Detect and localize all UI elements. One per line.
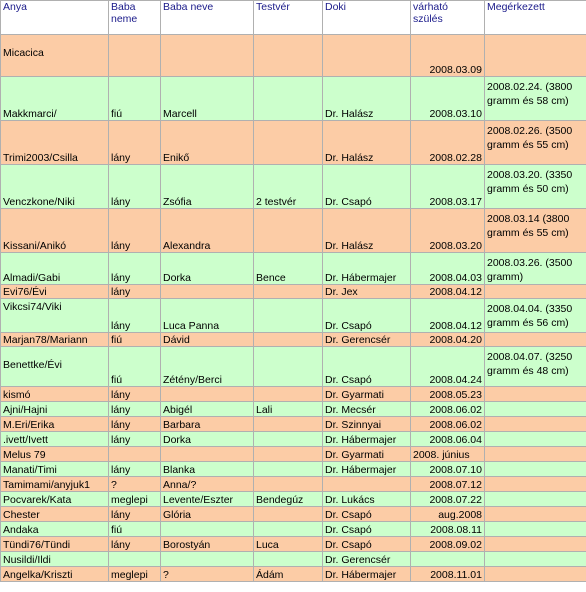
cell-mother[interactable]: M.Eri/Erika <box>1 417 109 432</box>
cell-doctor[interactable]: Dr. Csapó <box>323 347 411 387</box>
cell-due-date[interactable]: 2008.04.03 <box>411 253 485 285</box>
cell-gender[interactable] <box>109 447 161 462</box>
cell-baby-name[interactable] <box>161 447 254 462</box>
cell-due-date[interactable]: 2008.04.20 <box>411 333 485 347</box>
cell-mother[interactable]: kismó <box>1 387 109 402</box>
cell-arrived[interactable] <box>485 432 586 447</box>
cell-mother[interactable]: .ivett/Ivett <box>1 432 109 447</box>
header-doctor[interactable]: Doki <box>323 1 411 35</box>
cell-doctor[interactable]: Dr. Hábermajer <box>323 253 411 285</box>
cell-due-date[interactable]: 2008.04.12 <box>411 299 485 333</box>
cell-baby-name[interactable]: Zsófia <box>161 165 254 209</box>
cell-arrived[interactable] <box>485 567 586 582</box>
table-row <box>1 507 586 522</box>
cell-sibling[interactable] <box>254 387 323 402</box>
cell-doctor[interactable]: Dr. Gerencsér <box>323 333 411 347</box>
cell-sibling[interactable]: Lali <box>254 402 323 417</box>
table-row <box>1 347 586 387</box>
cell-due-date[interactable]: 2008.06.04 <box>411 432 485 447</box>
cell-arrived[interactable] <box>485 417 586 432</box>
cell-doctor[interactable]: Dr. Halász <box>323 77 411 121</box>
table-row <box>1 432 586 447</box>
cell-mother[interactable]: Melus 79 <box>1 447 109 462</box>
cell-gender[interactable]: meglepi <box>109 492 161 507</box>
cell-doctor[interactable]: Dr. Csapó <box>323 522 411 537</box>
cell-baby-name[interactable]: Levente/Eszter <box>161 492 254 507</box>
cell-baby-name[interactable] <box>161 285 254 299</box>
cell-gender[interactable]: fiú <box>109 522 161 537</box>
cell-sibling[interactable] <box>254 121 323 165</box>
cell-baby-name[interactable]: Anna/? <box>161 477 254 492</box>
cell-gender[interactable]: lány <box>109 402 161 417</box>
cell-baby-name[interactable]: Zétény/Berci <box>161 347 254 387</box>
cell-due-date[interactable]: 2008.09.02 <box>411 537 485 552</box>
cell-baby-name[interactable]: Dorka <box>161 432 254 447</box>
cell-doctor[interactable]: Dr. Halász <box>323 209 411 253</box>
cell-due-date[interactable] <box>411 552 485 567</box>
cell-mother[interactable]: Pocvarek/Kata <box>1 492 109 507</box>
cell-doctor[interactable] <box>323 35 411 77</box>
cell-due-date[interactable]: 2008.04.24 <box>411 347 485 387</box>
cell-arrived[interactable] <box>485 447 586 462</box>
cell-doctor[interactable] <box>323 477 411 492</box>
table-row <box>1 447 586 462</box>
cell-doctor[interactable]: Dr. Csapó <box>323 299 411 333</box>
cell-mother[interactable]: Micacica <box>1 35 109 77</box>
cell-doctor[interactable]: Dr. Gerencsér <box>323 552 411 567</box>
cell-gender[interactable]: meglepi <box>109 567 161 582</box>
table-row <box>1 209 586 253</box>
cell-sibling[interactable] <box>254 333 323 347</box>
cell-arrived[interactable] <box>485 522 586 537</box>
cell-baby-name[interactable] <box>161 522 254 537</box>
cell-arrived[interactable]: 2008.04.07. (3250 gramm és 48 cm) <box>485 347 586 387</box>
cell-due-date[interactable]: aug.2008 <box>411 507 485 522</box>
cell-due-date[interactable]: 2008.03.10 <box>411 77 485 121</box>
cell-arrived[interactable]: 2008.02.26. (3500 gramm és 55 cm) <box>485 121 586 165</box>
table-row <box>1 552 586 567</box>
cell-sibling[interactable] <box>254 432 323 447</box>
cell-sibling[interactable] <box>254 35 323 77</box>
cell-baby-name[interactable] <box>161 387 254 402</box>
cell-mother[interactable]: Marjan78/Mariann <box>1 333 109 347</box>
cell-sibling[interactable] <box>254 285 323 299</box>
cell-doctor[interactable]: Dr. Csapó <box>323 165 411 209</box>
cell-baby-name[interactable]: Glória <box>161 507 254 522</box>
cell-gender[interactable] <box>109 552 161 567</box>
cell-sibling[interactable] <box>254 347 323 387</box>
cell-sibling[interactable]: Ádám <box>254 567 323 582</box>
cell-mother[interactable]: Makkmarci/ <box>1 77 109 121</box>
cell-mother[interactable]: Ajni/Hajni <box>1 402 109 417</box>
cell-arrived[interactable] <box>485 507 586 522</box>
cell-gender[interactable]: lány <box>109 253 161 285</box>
cell-baby-name[interactable]: Marcell <box>161 77 254 121</box>
cell-arrived[interactable]: 2008.04.04. (3350 gramm és 56 cm) <box>485 299 586 333</box>
cell-baby-name[interactable]: Alexandra <box>161 209 254 253</box>
cell-doctor[interactable]: Dr. Csapó <box>323 537 411 552</box>
cell-due-date[interactable]: 2008.08.11 <box>411 522 485 537</box>
cell-due-date[interactable]: 2008.04.12 <box>411 285 485 299</box>
cell-gender[interactable]: lány <box>109 432 161 447</box>
table-row <box>1 333 586 347</box>
header-sibling[interactable]: Testvér <box>254 1 323 35</box>
cell-doctor[interactable]: Dr. Szinnyai <box>323 417 411 432</box>
cell-sibling[interactable] <box>254 552 323 567</box>
cell-mother[interactable]: Benettke/Évi <box>1 347 109 387</box>
cell-baby-name[interactable]: Luca Panna <box>161 299 254 333</box>
cell-gender[interactable]: lány <box>109 462 161 477</box>
cell-doctor[interactable]: Dr. Gyarmati <box>323 387 411 402</box>
cell-sibling[interactable] <box>254 417 323 432</box>
cell-gender[interactable]: lány <box>109 537 161 552</box>
cell-doctor[interactable]: Dr. Hábermajer <box>323 432 411 447</box>
cell-mother[interactable]: Nusildi/Ildi <box>1 552 109 567</box>
cell-arrived[interactable] <box>485 552 586 567</box>
cell-gender[interactable]: lány <box>109 387 161 402</box>
cell-arrived[interactable]: 2008.03.20. (3350 gramm és 50 cm) <box>485 165 586 209</box>
table-row <box>1 522 586 537</box>
table-row <box>1 567 586 582</box>
cell-due-date[interactable]: 2008.07.10 <box>411 462 485 477</box>
cell-arrived[interactable] <box>485 333 586 347</box>
cell-due-date[interactable]: 2008.03.17 <box>411 165 485 209</box>
table-row <box>1 387 586 402</box>
cell-gender[interactable]: lány <box>109 209 161 253</box>
cell-arrived[interactable] <box>485 387 586 402</box>
cell-doctor[interactable]: Dr. Lukács <box>323 492 411 507</box>
cell-due-date[interactable]: 2008.03.09 <box>411 35 485 77</box>
cell-baby-name[interactable]: ? <box>161 567 254 582</box>
cell-baby-name[interactable]: Borostyán <box>161 537 254 552</box>
cell-mother[interactable]: Chester <box>1 507 109 522</box>
cell-mother[interactable]: Almadi/Gabi <box>1 253 109 285</box>
cell-mother[interactable]: Venczkone/Niki <box>1 165 109 209</box>
cell-arrived[interactable] <box>485 537 586 552</box>
cell-gender[interactable]: fiú <box>109 77 161 121</box>
table-row <box>1 285 586 299</box>
cell-sibling[interactable]: 2 testvér <box>254 165 323 209</box>
cell-gender[interactable]: lány <box>109 285 161 299</box>
cell-doctor[interactable]: Dr. Hábermajer <box>323 567 411 582</box>
cell-due-date[interactable]: 2008.11.01 <box>411 567 485 582</box>
cell-sibling[interactable]: Bence <box>254 253 323 285</box>
cell-arrived[interactable] <box>485 285 586 299</box>
cell-mother[interactable]: Vikcsi74/Viki <box>1 299 109 333</box>
cell-sibling[interactable] <box>254 462 323 477</box>
cell-gender[interactable]: lány <box>109 165 161 209</box>
cell-due-date[interactable]: 2008. június <box>411 447 485 462</box>
header-due-date[interactable]: várható szülés <box>411 1 485 35</box>
table-row <box>1 477 586 492</box>
header-gender[interactable]: Baba neme <box>109 1 161 35</box>
cell-arrived[interactable] <box>485 477 586 492</box>
cell-due-date[interactable]: 2008.07.22 <box>411 492 485 507</box>
cell-gender[interactable]: ? <box>109 477 161 492</box>
cell-arrived[interactable]: 2008.02.24. (3800 gramm és 58 cm) <box>485 77 586 121</box>
cell-sibling[interactable] <box>254 507 323 522</box>
table-row <box>1 35 586 77</box>
cell-baby-name[interactable]: Abigél <box>161 402 254 417</box>
cell-baby-name[interactable]: Enikő <box>161 121 254 165</box>
cell-due-date[interactable]: 2008.05.23 <box>411 387 485 402</box>
table-row <box>1 121 586 165</box>
cell-mother[interactable]: Manati/Timi <box>1 462 109 477</box>
cell-baby-name[interactable]: Dorka <box>161 253 254 285</box>
cell-doctor[interactable]: Dr. Gyarmati <box>323 447 411 462</box>
cell-baby-name[interactable]: Barbara <box>161 417 254 432</box>
cell-gender[interactable]: fiú <box>109 347 161 387</box>
cell-gender[interactable]: fiú <box>109 333 161 347</box>
cell-baby-name[interactable] <box>161 35 254 77</box>
cell-baby-name[interactable] <box>161 552 254 567</box>
header-row <box>1 1 586 35</box>
cell-arrived[interactable] <box>485 35 586 77</box>
table-row <box>1 299 586 333</box>
cell-mother[interactable]: Tamimami/anyjuk1 <box>1 477 109 492</box>
header-arrived[interactable]: Megérkezett <box>485 1 586 35</box>
cell-gender[interactable]: lány <box>109 507 161 522</box>
cell-doctor[interactable]: Dr. Mecsér <box>323 402 411 417</box>
header-mother[interactable]: Anya <box>1 1 109 35</box>
cell-arrived[interactable] <box>485 492 586 507</box>
table-row <box>1 253 586 285</box>
cell-mother[interactable]: Andaka <box>1 522 109 537</box>
cell-baby-name[interactable]: Dávid <box>161 333 254 347</box>
cell-sibling[interactable] <box>254 209 323 253</box>
cell-gender[interactable]: lány <box>109 121 161 165</box>
cell-sibling[interactable]: Bendegúz <box>254 492 323 507</box>
cell-sibling[interactable] <box>254 77 323 121</box>
header-baby-name[interactable]: Baba neve <box>161 1 254 35</box>
cell-sibling[interactable]: Luca <box>254 537 323 552</box>
cell-doctor[interactable]: Dr. Jex <box>323 285 411 299</box>
cell-mother[interactable]: Tündi76/Tündi <box>1 537 109 552</box>
table-row <box>1 165 586 209</box>
cell-doctor[interactable]: Dr. Halász <box>323 121 411 165</box>
cell-gender[interactable]: lány <box>109 417 161 432</box>
cell-arrived[interactable] <box>485 402 586 417</box>
table-row <box>1 537 586 552</box>
cell-sibling[interactable] <box>254 447 323 462</box>
table-row <box>1 77 586 121</box>
cell-mother[interactable]: Evi76/Évi <box>1 285 109 299</box>
cell-due-date[interactable]: 2008.06.02 <box>411 417 485 432</box>
cell-baby-name[interactable]: Blanka <box>161 462 254 477</box>
cell-doctor[interactable]: Dr. Hábermajer <box>323 462 411 477</box>
cell-arrived[interactable]: 2008.03.14 (3800 gramm és 55 cm) <box>485 209 586 253</box>
cell-sibling[interactable] <box>254 299 323 333</box>
cell-mother[interactable]: Trimi2003/Csilla <box>1 121 109 165</box>
cell-due-date[interactable]: 2008.06.02 <box>411 402 485 417</box>
cell-mother[interactable]: Kissani/Anikó <box>1 209 109 253</box>
table-row <box>1 462 586 477</box>
cell-arrived[interactable]: 2008.03.26. (3500 gramm) <box>485 253 586 285</box>
cell-due-date[interactable]: 2008.07.12 <box>411 477 485 492</box>
cell-gender[interactable] <box>109 35 161 77</box>
cell-doctor[interactable]: Dr. Csapó <box>323 507 411 522</box>
cell-gender[interactable]: lány <box>109 299 161 333</box>
cell-due-date[interactable]: 2008.02.28 <box>411 121 485 165</box>
table-row <box>1 492 586 507</box>
table-row <box>1 417 586 432</box>
cell-due-date[interactable]: 2008.03.20 <box>411 209 485 253</box>
cell-sibling[interactable] <box>254 477 323 492</box>
cell-mother[interactable]: Angelka/Kriszti <box>1 567 109 582</box>
cell-sibling[interactable] <box>254 522 323 537</box>
cell-arrived[interactable] <box>485 462 586 477</box>
table-row <box>1 402 586 417</box>
